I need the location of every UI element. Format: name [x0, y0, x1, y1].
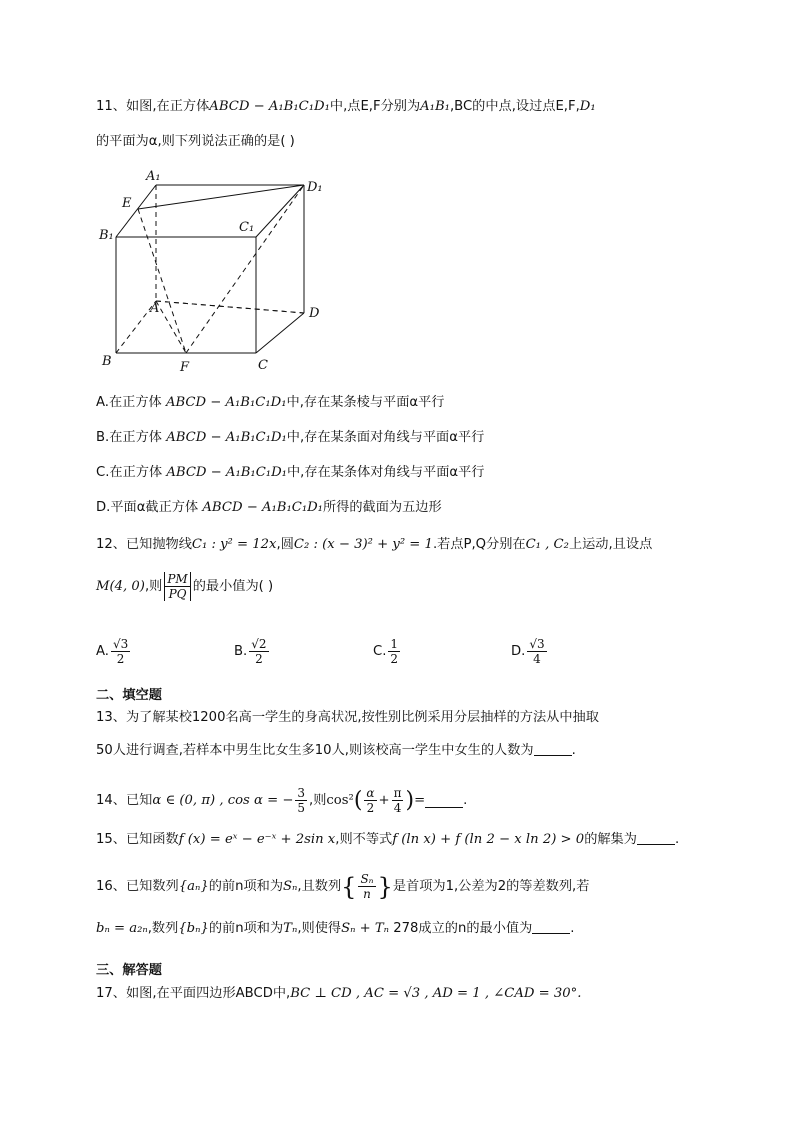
label-F: F	[180, 360, 190, 375]
section-answer: 三、解答题	[96, 963, 162, 978]
label-E: E	[122, 196, 132, 211]
q12-option-a: A. $\frac{√3}{2}$	[96, 637, 129, 666]
q15-blank[interactable]	[637, 831, 675, 845]
q11-option-a: A.在正方体 ABCD − A₁B₁C₁D₁中,存在某条棱与平面α平行	[96, 395, 445, 410]
q11-option-b: B.在正方体 ABCD − A₁B₁C₁D₁中,存在某条面对角线与平面α平行	[96, 430, 485, 445]
label-D: D	[309, 306, 320, 321]
label-A: A	[150, 301, 160, 316]
q16-line1: 16、 已知数列 {aₙ} 的前n项和为 Sₙ ,且数列 { $\frac{\text{Sₙ}}{n}$ } 是首项为1,公差为2的等差数列,若	[96, 872, 590, 901]
q12-option-b: B. $\frac{√2}{2}$	[234, 637, 267, 666]
q15-line: 15、已知函数f (x) = eˣ − e⁻ˣ + 2sin x,则不等式f (ln x) + f (ln 2 − x ln 2) > 0的解集为 .	[96, 832, 680, 847]
q12-line1: 12、已知抛物线C₁ : y² = 12x,圆C₂ : (x − 3)² + y² = 1.若点P,Q分别在C₁ , C₂上运动,且设点	[96, 537, 653, 552]
q12-option-c: C. $\frac{1}{2}$	[373, 637, 399, 666]
q14-line: 14、 已知 α ∈ (0, π) , cos α = − $\frac{3}{5}$ ,则 cos² ( $\frac{\alpha}{2}$ + $\frac{\pi}{4}$ ) = .	[96, 786, 468, 815]
label-C: C	[258, 358, 268, 373]
label-B: B	[102, 354, 112, 369]
label-B1: B₁	[99, 228, 114, 243]
label-C1: C₁	[239, 220, 255, 235]
q11-line1: 11、如图,在正方体ABCD − A₁B₁C₁D₁中,点E,F分别为A₁B₁,BC的中点,设过点E,F,D₁	[96, 99, 596, 114]
q16-line2: bₙ = a₂ₙ,数列{bₙ}的前n项和为Tₙ,则使得Sₙ + Tₙ 278成立的n的最小值为 .	[96, 921, 575, 936]
q11-option-c: C.在正方体 ABCD − A₁B₁C₁D₁中,存在某条体对角线与平面α平行	[96, 465, 485, 480]
q12-option-d: D. $\frac{√3}{4}$	[511, 637, 545, 666]
q16-blank[interactable]	[532, 920, 570, 934]
q17-line: 17、如图,在平面四边形ABCD中,BC ⊥ CD , AC = √3 , AD = 1 , ∠CAD = 30°.	[96, 986, 582, 1001]
q14-blank[interactable]	[425, 794, 463, 808]
cube-figure	[96, 165, 336, 377]
q13-blank[interactable]	[534, 742, 572, 756]
label-D1: D₁	[307, 180, 323, 195]
q11-line2: 的平面为α,则下列说法正确的是( )	[96, 134, 295, 149]
q12-line2: M(4, 0) ,则 $\frac{PM}{PQ}$ 的最小值为( )	[96, 572, 274, 601]
q11-option-d: D.平面α截正方体 ABCD − A₁B₁C₁D₁所得的截面为五边形	[96, 500, 442, 515]
q13-line2: 50人进行调查,若样本中男生比女生多10人,则该校高一学生中女生的人数为 .	[96, 743, 576, 758]
section-fill-in: 二、填空题	[96, 688, 162, 703]
q13-line1: 13、为了解某校1200名高一学生的身高状况,按性别比例采用分层抽样的方法从中抽取	[96, 710, 599, 725]
label-A1: A₁	[146, 169, 161, 184]
